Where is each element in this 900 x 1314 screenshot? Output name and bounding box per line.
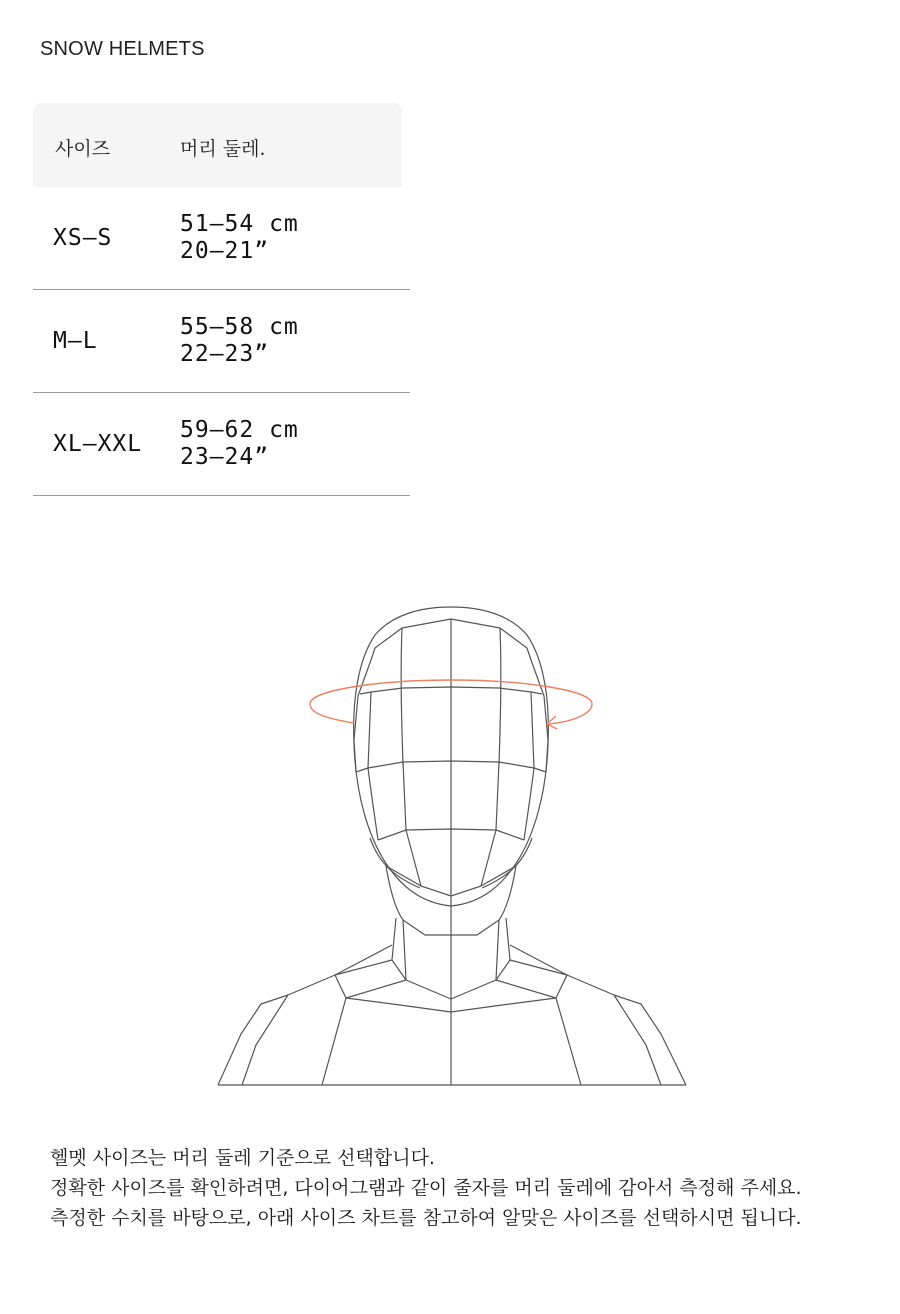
size-label: XL–XXL <box>53 431 143 457</box>
header-size: 사이즈 <box>55 138 111 160</box>
instruction-line: 측정한 수치를 바탕으로, 아래 사이즈 차트를 참고하여 알맞은 사이즈를 선택하시면 됩니다. <box>50 1207 802 1229</box>
circumference-inch: 23–24” <box>180 444 270 470</box>
table-row <box>33 393 410 496</box>
instruction-line: 헬멧 사이즈는 머리 둘레 기준으로 선택합니다. <box>50 1147 435 1169</box>
circumference-value <box>180 417 299 471</box>
size-label: XS–S <box>53 225 113 251</box>
table-header <box>33 103 402 187</box>
circumference-value <box>180 314 299 368</box>
table-row <box>33 187 410 290</box>
size-chart-table <box>33 103 410 496</box>
head-measurement-icon <box>200 590 700 1100</box>
circumference-inch: 22–23” <box>180 341 270 367</box>
circumference-inch: 20–21” <box>180 238 270 264</box>
header-head-circumference: 머리 둘레. <box>180 138 266 160</box>
page-title: SNOW HELMETS <box>40 38 205 60</box>
measurement-instructions <box>50 1143 802 1233</box>
size-label: M–L <box>53 328 98 354</box>
circumference-cm: 51–54 cm <box>180 211 299 237</box>
circumference-cm: 55–58 cm <box>180 314 299 340</box>
table-row <box>33 290 410 393</box>
circumference-cm: 59–62 cm <box>180 417 299 443</box>
head-measurement-diagram <box>200 590 700 1100</box>
circumference-value <box>180 211 299 265</box>
instruction-line: 정확한 사이즈를 확인하려면, 다이어그램과 같이 줄자를 머리 둘레에 감아서 측정해 주세요. <box>50 1177 802 1199</box>
